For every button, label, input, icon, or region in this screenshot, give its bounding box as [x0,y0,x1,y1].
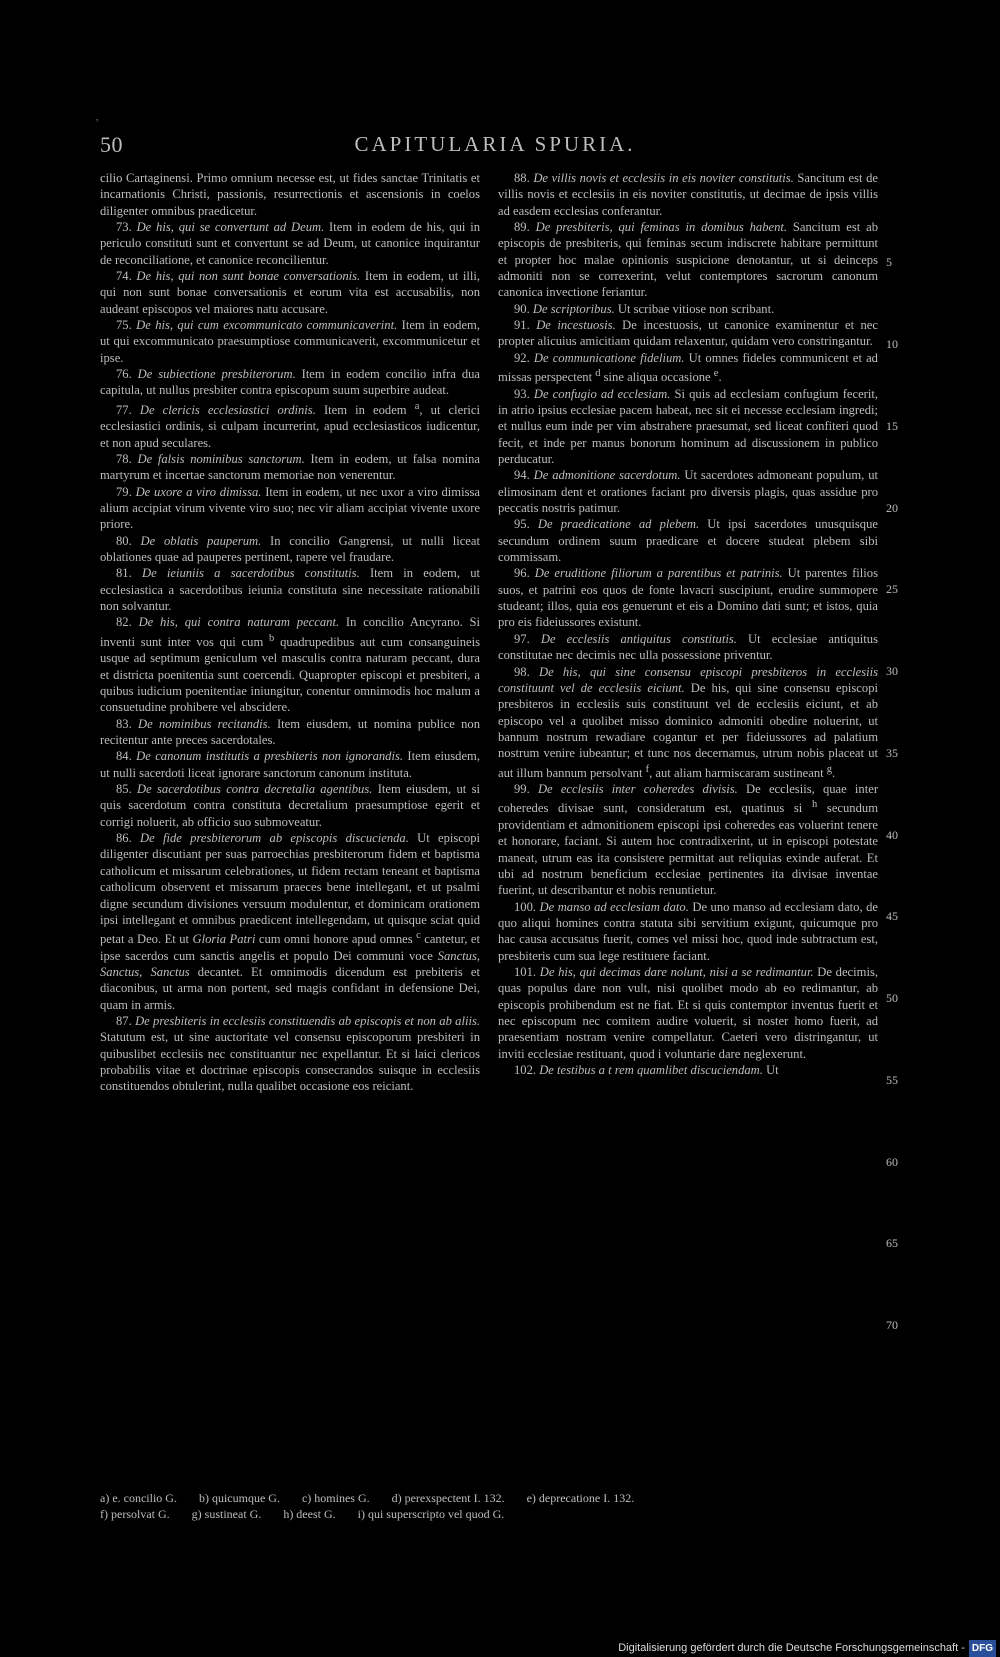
line-number: 30 [886,664,898,679]
footnote: a) e. concilio G. [100,1491,177,1505]
line-number: 65 [886,1236,898,1251]
chapter-paragraph: 88. De villis novis et ecclesiis in eis noviter constitutis. Sancitum est de villis novis et ecclesiis in eis noviter constitutis, ut decimae de ipsis villis ad easdem ecclesias conferantur. [498,171,879,218]
chapter-paragraph: 92. De communicatione fidelium. Ut omnes fideles communicent et ad missas perspectent $^d$ sine aliqua occasione $^e$. [498,350,878,385]
page-number: 50 [100,132,123,157]
footnotes [100,1490,890,1522]
footnote: g) sustineat G. [191,1507,262,1521]
chapter-paragraph: 83. De nominibus recitandis. Item eiusdem, ut nomina publice non recitentur ante preces sacerdotales. [100,716,480,748]
chapter-paragraph: 82. De his, qui contra naturam peccant. In concilio Ancyrano. Si inventi sunt inter vos qui cum $^b$ quadrupedibus aut cum consanguineis usque ad septimum geniculum vel masculis contra naturam peccant, dura et districta poenitentia sunt coercendi. Quapropter episcopi et presbiteri, a quibus iudicium poenitentiae iniungitur, conentur omnimodis hoc malum a consuetudine prohibere vel abscidere. [100,615,481,715]
chapter-paragraph: 73. De his, qui se convertunt ad Deum. Item in eodem de his, qui in periculo constituti sunt et convertunt se ad Deum, ut canonice inquirantur de reconciliatione, et canonice reconcilientur. [100,220,480,267]
line-number: 5 [886,255,892,270]
line-number: 20 [886,500,898,515]
chapter-paragraph: 79. De uxore a viro dimissa. Item in eodem, ut nec uxor a viro dimissa alium accipiat virum vivente viro suo; nec vir aliam accipiat vivente uxore priore. [100,484,480,532]
chapter-paragraph: 91. De incestuosis. De incestuosis, ut canonice examinentur et nec propter alicuius amicitiam quidam relaxentur, quidam vero constringantur. [498,318,878,349]
footnote: c) homines G. [301,1491,370,1505]
footnote-row [100,1490,890,1506]
line-number: 50 [886,991,898,1006]
chapter-paragraph: 96. De eruditione filiorum a parentibus et patrinis. Ut parentes filios suos, et patrini eos quos de fonte lavacri suscipiunt, erudire summopere studeant; illos, quia eos genuerunt et eis a Domino dati sunt; et istos, quia pro eis fideiussores existunt. [498,566,879,630]
chapter-paragraph: 93. De confugio ad ecclesiam. Si quis ad ecclesiam confugium fecerit, in atrio ipsius ecclesiae pacem habeat, nec sit ei necesse ecclesiam ingredi; et nullus eum inde per vim abstrahere praesumat, sed liceat confiteri quod fecit, et inde per manus bonorum hominum ad discussionem in publico perducatur. [498,386,879,467]
line-number: 60 [886,1154,898,1169]
chapter-paragraph: 84. De canonum institutis a presbiteris non ignorandis. Item eiusdem, ut nulli sacerdoti liceat ignorare sanctorum canonum instituta. [100,749,480,780]
dfg-logo: DFG [969,1640,996,1657]
footnote: e) deprecatione I. 132. [526,1491,635,1505]
digitization-note: Digitalisierung gefördert durch die Deutsche Forschungsgemeinschaft - [618,1642,965,1654]
chapter-paragraph: 94. De admonitione sacerdotum. Ut sacerdotes admoneant populum, ut elimosinam dent et orationes faciant pro diversis plagis, quas assidue pro peccatis nostris patimur. [498,468,879,516]
chapter-paragraph: 75. De his, qui cum excommunicato communicaverint. Item in eodem, ut qui excommunicato praesumptiose communicaverit, excommunicetur et ipse. [100,318,480,365]
chapter-paragraph: 77. De clericis ecclesiastici ordinis. Item in eodem $^a$, ut clerici ecclesiastici ordinis, si culpam incurrerint, apud ecclesiasticos iudicentur, et non apud seculares. [100,400,481,450]
line-number: 40 [886,827,898,842]
chapter-paragraph: 74. De his, qui non sunt bonae conversationis. Item in eodem, ut illi, qui non sunt bonae conversationis et eorum vita est accusabilis, non audeant episcopos vel maiores natu accusare. [100,269,481,316]
footnote-row [100,1506,890,1522]
footnote: d) perexspectent I. 132. [391,1491,505,1505]
chapter-paragraph: 81. De ieiuniis a sacerdotibus constitutis. Item in eodem, ut ecclesiastica a sacerdotibus ieiunia constituta sine necessitate rationabili non solvantur. [100,566,481,614]
line-number: 10 [886,337,898,352]
chapter-paragraph: 95. De praedicatione ad plebem. Ut ipsi sacerdotes unusquisque secundum ordinem suum praedicare et docere studeat plebem sibi commissam. [498,517,878,565]
chapter-paragraph: 90. De scriptoribus. Ut scribae vitiose non scribant. [514,301,775,316]
chapter-paragraph: 100. De manso ad ecclesiam dato. De uno manso ad ecclesiam dato, de quo aliqui homines contra statuta sibi servitium exigunt, quicumque pro hac causa accusatus fuerit, comes vel missi hoc, quod inde subtractum est, presbiteris cum sua lege restituere faciant. [498,899,878,963]
footnote: i) qui superscripto vel quod G. [357,1507,505,1521]
line-number: 15 [886,418,898,433]
chapter-paragraph: 99. De ecclesiis inter coheredes divisis. De ecclesiis, quae inter coheredes divisae sunt, consideratum est, quatinus si $^h$ secundum providentiam et admonitionem episcopi ipsi coheredes eas voluerint tenere et honorare, faciant. Si autem hoc contradixerint, ut in episcopi potestate maneat, utrum eas ita consistere permittat aut reliquias exinde auferat. Et ubi ad nostrum beneficium ecclesiae pertinentes ita divisae inventae fuerint, ut describantur et nobis renuntietur. [498,782,879,898]
footnote: b) quicumque G. [198,1491,280,1505]
scan-mark: , [96,112,99,123]
footnote: h) deest G. [283,1507,336,1521]
right-column [498,170,878,1078]
chapter-paragraph: 85. De sacerdotibus contra decretalia agentibus. Item eiusdem, ut si quis sacerdotum contra constituta decretalium praesumptiose egerit et corrigi noluerit, ab officio suo submoveatur. [100,782,480,829]
left-column [100,170,480,1095]
chapter-paragraph: 80. De oblatis pauperum. In concilio Gangrensi, ut nulli liceat oblationes quae ad pauperes pertinent, rapere vel fraudare. [100,533,480,565]
chapter-paragraph: 78. De falsis nominibus sanctorum. Item in eodem, ut falsa nomina martyrum et incertae sanctorum memoriae non venerentur. [100,452,480,483]
line-number: 35 [886,745,898,760]
page-header [100,132,890,160]
digitization-banner [600,1640,1000,1657]
chapter-paragraph: 98. De his, qui sine consensu episcopi presbiteros in ecclesiis constituunt vel de ecclesiis eiciunt. De his, qui sine consensu episcopi presbiteros in ecclesiis suis constituunt vel de ecclesiis eiciunt, et ab episcopo vel a quolibet misso dominico admoniti obedire noluerint, ut bannum nostrum rewadiare cogantur et per fideiussores ad palatium nostrum venire iubeantur; et tunc nos decernamus, utrum nobis placeat ut aut illum bannum persolvant $^f$, aut aliam harmiscaram sustineant $^g$. [498,664,878,780]
chapter-paragraph: 101. De his, qui decimas dare nolunt, nisi a se redimantur. De decimis, quas populus dare non vult, nisi quolibet modo ab eo redimantur, ab episcopis prohibendum est ne fiat. Et si quis contemptor inventus fuerit et nec episcopum nec comitem audire voluerit, si noster homo fuerit, ad praesentiam nostram venire compellatur. Caeteri vero distringantur, ut inviti ecclesiae restituant, quod i voluntarie dare neglexerunt. [498,965,878,1061]
chapter-paragraph: 102. De testibus a t rem quamlibet discuciendam. Ut [514,1063,779,1078]
chapter-paragraph: 89. De presbiteris, qui feminas in domibus habent. Sancitum est ab episcopis de presbiteris, qui feminas secum indiscrete habitare permittunt et propter hoc malae opinionis suspicione denotantur, ut si deinceps admoniti non se correxerint, velut contemptores sacrorum canonum canonica invectione feriantur. [498,220,878,300]
line-number: 25 [886,582,898,597]
chapter-paragraph: 87. De presbiteris in ecclesiis constituendis ab episcopis et non ab aliis. Statutum est, ut sine auctoritate vel consensu episcoporum presbiteri in quibuslibet ecclesiis nec constituantur nec expellantur. Et si laici clericos probabilis vitae et doctrinae episcopis consecrandos suisque in ecclesiis constituendos obtulerint, nulla qualibet occasione eos reiciant. [100,1014,481,1094]
line-number: 45 [886,909,898,924]
chapter-paragraph: cilio Cartaginensi. Primo omnium necesse est, ut fides sanctae Trinitatis et incarnationis Christi, passionis, resurrectionis et ascensionis in coelos diligenter omnibus praedicetur. [100,171,480,218]
chapter-paragraph: 97. De ecclesiis antiquitus constitutis. Ut ecclesiae antiquitus constitutae nec decimis nec ulla possessione priventur. [498,631,878,663]
footnote: f) persolvat G. [100,1507,170,1521]
chapter-paragraph: 76. De subiectione presbiterorum. Item in eodem concilio infra dua capitula, ut nullus presbiter contra episcopum suum superbire audeat. [100,367,481,398]
running-title: CAPITULARIA SPURIA. [354,132,636,156]
line-number: 55 [886,1072,898,1087]
chapter-paragraph: 86. De fide presbiterorum ab episcopis discucienda. Ut episcopi diligenter discutiant per suas parroechias presbiterorum fidem et baptisma catholicum et missarum celebrationes, ut fidem rectam teneant et baptisma catholicum observent et missarum praeces bene intellegant, et ut psalmi digne secundum divisiones versuum modulentur, et dominicam orationem ipsi intellegant et omnibus praedicent intellegendam, ut quisque sciat quid petat a Deo. Et ut Gloria Patri cum omni honore apud omnes $^c$ cantetur, et ipse sacerdos cum sanctis angelis et populo Dei communi voce Sanctus, Sanctus, Sanctus decantet. Et omnimodis dicendum est prebiteris et diaconibus, ut arma non portent, sed magis confidant in defensione Dei, quam in armis. [100,831,480,1012]
line-number: 70 [886,1318,898,1333]
